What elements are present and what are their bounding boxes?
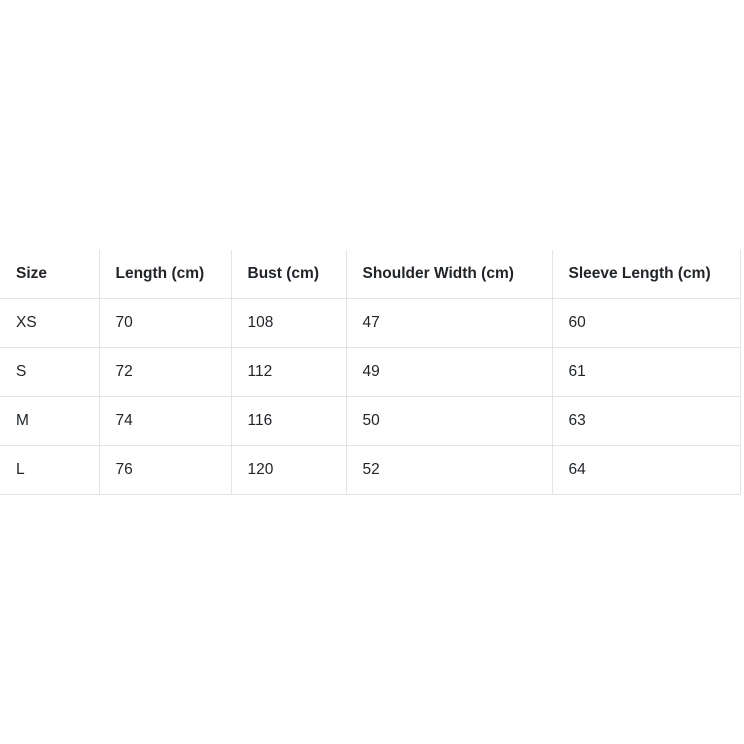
measurement-cell: 61 <box>552 347 740 396</box>
measurement-cell: 70 <box>99 298 231 347</box>
column-header: Size <box>0 250 99 298</box>
size-chart-table <box>0 250 741 495</box>
measurement-cell: 72 <box>99 347 231 396</box>
column-header: Shoulder Width (cm) <box>346 250 552 298</box>
measurement-cell: 50 <box>346 396 552 445</box>
measurement-cell: 112 <box>231 347 346 396</box>
column-header: Length (cm) <box>99 250 231 298</box>
measurement-cell: 63 <box>552 396 740 445</box>
table-row <box>0 298 740 347</box>
measurement-cell: 49 <box>346 347 552 396</box>
table-row <box>0 347 740 396</box>
table-row <box>0 445 740 494</box>
table-row <box>0 396 740 445</box>
table-header-row <box>0 250 740 298</box>
measurement-cell: 47 <box>346 298 552 347</box>
size-label-cell: L <box>0 445 99 494</box>
measurement-cell: 76 <box>99 445 231 494</box>
measurement-cell: 64 <box>552 445 740 494</box>
measurement-cell: 74 <box>99 396 231 445</box>
size-label-cell: XS <box>0 298 99 347</box>
measurement-cell: 52 <box>346 445 552 494</box>
measurement-cell: 60 <box>552 298 740 347</box>
measurement-cell: 116 <box>231 396 346 445</box>
measurement-cell: 108 <box>231 298 346 347</box>
table-body <box>0 298 740 494</box>
measurement-cell: 120 <box>231 445 346 494</box>
column-header: Bust (cm) <box>231 250 346 298</box>
size-label-cell: M <box>0 396 99 445</box>
size-label-cell: S <box>0 347 99 396</box>
column-header: Sleeve Length (cm) <box>552 250 740 298</box>
table-header <box>0 250 740 298</box>
